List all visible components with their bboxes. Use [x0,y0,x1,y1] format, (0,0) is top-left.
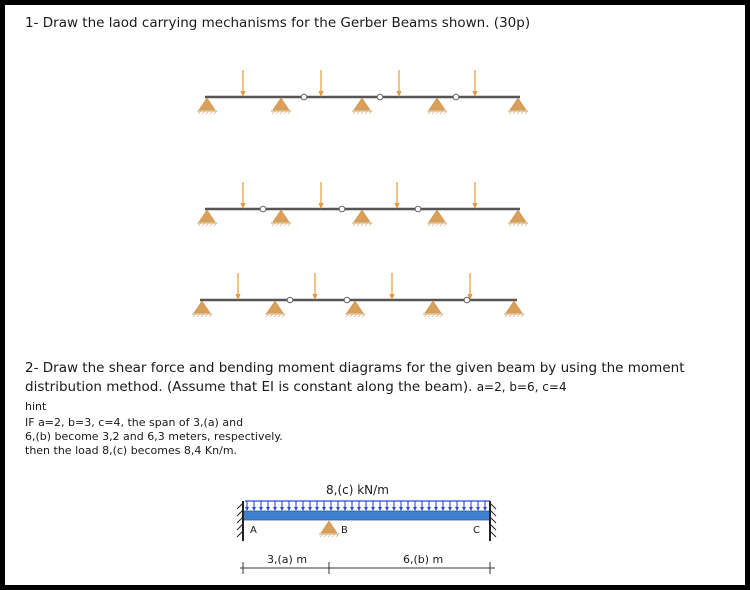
hinge [415,206,421,212]
distributed-load-arrow [378,501,382,511]
label-b: B [341,525,348,536]
distributed-load-arrow [476,501,480,511]
hinge [377,94,383,100]
distributed-load-arrow [287,501,291,511]
distributed-load-arrow [357,501,361,511]
distributed-load-arrow [322,501,326,511]
distributed-load-arrow [469,501,473,511]
distributed-load-arrow [301,501,305,511]
hinge [339,206,345,212]
distributed-load-label: 8,(c) kN/m [326,483,389,497]
distributed-load-arrow [420,501,424,511]
distributed-load-arrow [350,501,354,511]
question-2-values: a=2, b=6, c=4 [476,380,567,394]
distributed-load-arrow [392,501,396,511]
hinge [287,297,293,303]
question-1-text: 1- Draw the laod carrying mechanisms for the Gerber Beams shown. (30p) [25,15,531,31]
problem-sheet [5,5,745,585]
point-load-arrow [318,182,323,209]
distributed-load-arrow [434,501,438,511]
distributed-load-arrow [294,501,298,511]
hinge [260,206,266,212]
fixed-support-right [490,501,496,541]
hint-title: hint [25,400,47,413]
continuous-beam-figure [237,483,496,574]
hint-line-1: IF a=2, b=3, c=4, the span of 3,(a) and [25,416,244,429]
point-load-arrow [240,182,245,209]
pin-support [508,98,528,114]
point-load-arrow [318,70,323,97]
pin-support [508,210,528,226]
pin-support [271,98,291,114]
hinge [344,297,350,303]
middle-pin-support [319,521,339,537]
distributed-load-arrow [336,501,340,511]
gerber-beam-2 [197,182,528,226]
pin-support [504,301,524,317]
pin-support [427,98,447,114]
pin-support [345,301,365,317]
label-c: C [473,525,480,536]
point-load-arrow [396,70,401,97]
point-load-arrow [389,273,394,300]
distributed-load-arrow [455,501,459,511]
distributed-load-arrow [364,501,368,511]
hint-line-2: 6,(b) become 3,2 and 6,3 meters, respectively. [25,430,283,443]
question-2-line-2-text: distribution method. (Assume that EI is constant along the beam). [25,379,473,395]
distributed-load-arrow [441,501,445,511]
point-load-arrow [467,273,472,300]
distributed-load [245,501,490,511]
distributed-load-arrow [280,501,284,511]
distributed-load-arrow [406,501,410,511]
label-a: A [250,525,257,536]
distributed-load-arrow [259,501,263,511]
point-load-arrow [472,70,477,97]
beam-figures [5,5,745,585]
distributed-load-arrow [245,501,249,511]
continuous-beam [243,511,490,520]
distributed-load-arrow [427,501,431,511]
distributed-load-arrow [385,501,389,511]
hinge [301,94,307,100]
pin-support [423,301,443,317]
distributed-load-arrow [448,501,452,511]
gerber-beam-1 [197,70,528,114]
pin-support [265,301,285,317]
point-load-arrow [312,273,317,300]
distributed-load-arrow [399,501,403,511]
pin-support [352,98,372,114]
point-load-arrow [240,70,245,97]
point-load-arrow [235,273,240,300]
question-2-line-2 [25,379,567,395]
distributed-load-arrow [266,501,270,511]
distributed-load-arrow [483,501,487,511]
pin-support [271,210,291,226]
pin-support [192,301,212,317]
distributed-load-arrow [308,501,312,511]
hint-line-3: then the load 8,(c) becomes 8,4 Kn/m. [25,444,238,457]
hinge [453,94,459,100]
distributed-load-arrow [273,501,277,511]
span-1-label: 3,(a) m [267,553,308,566]
fixed-support-left [237,501,243,541]
hinge [464,297,470,303]
pin-support [427,210,447,226]
distributed-load-arrow [371,501,375,511]
point-load-arrow [394,182,399,209]
distributed-load-arrow [343,501,347,511]
distributed-load-arrow [329,501,333,511]
distributed-load-arrow [252,501,256,511]
pin-support [197,98,217,114]
pin-support [197,210,217,226]
point-load-arrow [472,182,477,209]
gerber-beam-3 [192,273,524,317]
question-2-line-1: 2- Draw the shear force and bending moment diagrams for the given beam by using the moment [25,360,685,376]
distributed-load-arrow [315,501,319,511]
span-2-label: 6,(b) m [403,553,444,566]
pin-support [352,210,372,226]
distributed-load-arrow [413,501,417,511]
distributed-load-arrow [462,501,466,511]
